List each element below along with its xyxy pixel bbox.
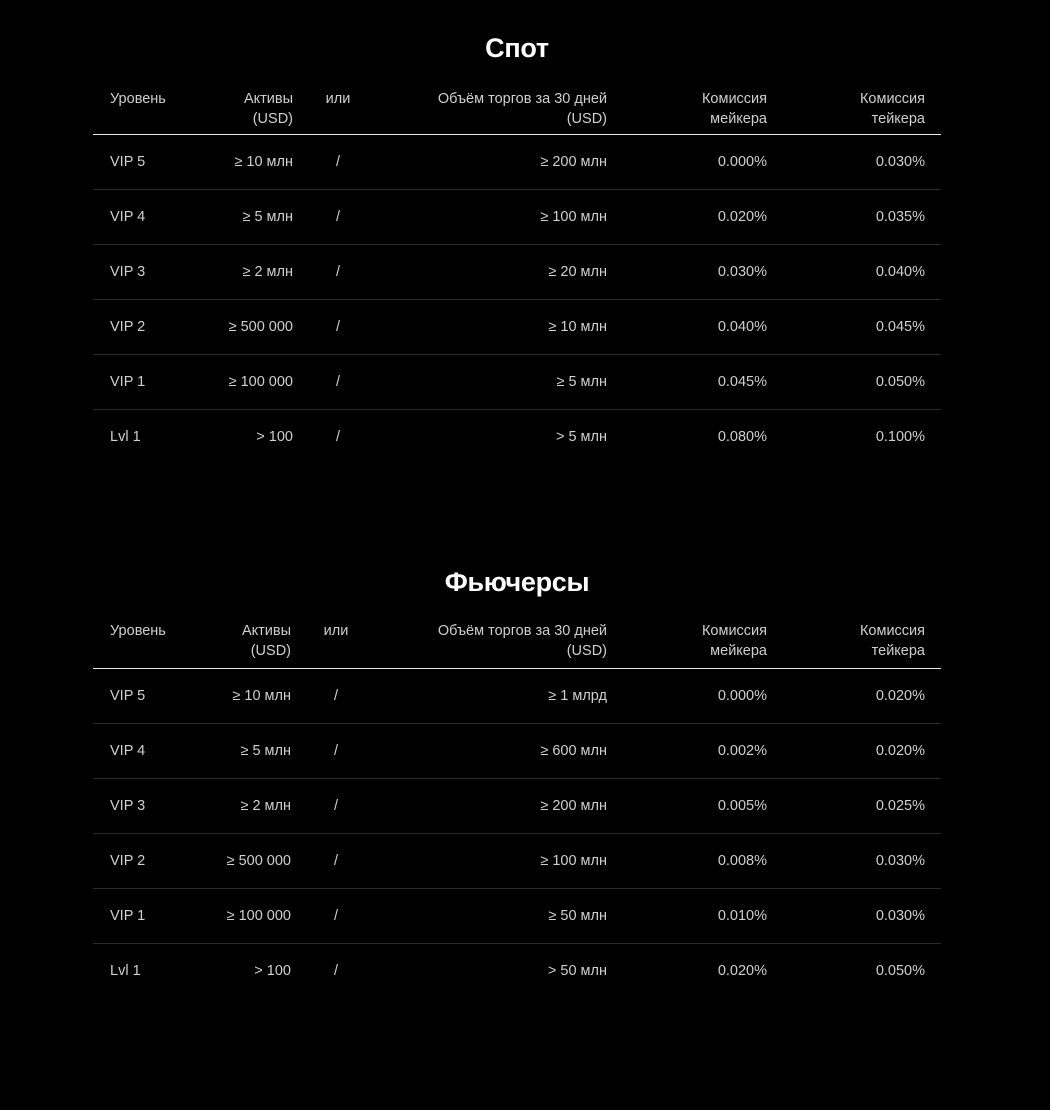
cell-maker-fee: 0.045% <box>717 373 767 390</box>
cell-assets: ≥ 5 млн <box>240 742 291 759</box>
cell-level: VIP 4 <box>110 742 146 759</box>
cell-volume: ≥ 1 млрд <box>548 687 607 704</box>
cell-or: / <box>333 907 339 924</box>
table-row <box>93 189 941 244</box>
cell-assets: ≥ 2 млн <box>242 263 293 280</box>
cell-taker-fee: 0.035% <box>875 208 925 225</box>
cell-maker-fee: 0.010% <box>717 907 767 924</box>
cell-assets: ≥ 5 млн <box>242 208 293 225</box>
header-maker-fee: Комиссия мейкера <box>701 91 767 127</box>
cell-or: / <box>335 153 341 170</box>
cell-or: / <box>335 208 341 225</box>
cell-volume: ≥ 200 млн <box>540 153 607 170</box>
futures-section <box>93 532 941 998</box>
cell-maker-fee: 0.005% <box>717 797 767 814</box>
cell-assets: ≥ 500 000 <box>228 318 293 335</box>
cell-taker-fee: 0.020% <box>875 742 925 759</box>
cell-maker-fee: 0.008% <box>717 852 767 869</box>
cell-maker-fee: 0.030% <box>717 263 767 280</box>
table-row <box>93 888 941 943</box>
cell-volume: ≥ 100 млн <box>540 208 607 225</box>
cell-assets: ≥ 10 млн <box>234 153 293 170</box>
cell-or: / <box>333 962 339 979</box>
table-row <box>93 354 941 409</box>
cell-assets: ≥ 100 000 <box>228 373 293 390</box>
cell-volume: ≥ 600 млн <box>540 742 607 759</box>
header-volume: Объём торгов за 30 дней (USD) <box>437 91 607 127</box>
cell-taker-fee: 0.050% <box>875 373 925 390</box>
table-row <box>93 778 941 833</box>
cell-taker-fee: 0.030% <box>875 153 925 170</box>
cell-assets: ≥ 100 000 <box>226 907 291 924</box>
spot-header-row <box>93 66 941 134</box>
cell-volume: > 5 млн <box>555 428 607 445</box>
header-maker-fee: Комиссия мейкера <box>701 623 767 659</box>
cell-or: / <box>333 797 339 814</box>
cell-taker-fee: 0.100% <box>875 428 925 445</box>
cell-maker-fee: 0.000% <box>717 153 767 170</box>
cell-volume: ≥ 5 млн <box>556 373 607 390</box>
cell-volume: ≥ 200 млн <box>540 797 607 814</box>
header-assets: Активы (USD) <box>243 91 293 127</box>
cell-assets: ≥ 10 млн <box>232 687 291 704</box>
header-taker-fee: Комиссия тейкера <box>859 623 925 659</box>
table-row <box>93 244 941 299</box>
cell-level: VIP 1 <box>110 907 146 924</box>
table-row <box>93 833 941 888</box>
cell-volume: > 50 млн <box>547 962 607 979</box>
cell-maker-fee: 0.002% <box>717 742 767 759</box>
cell-or: / <box>335 428 341 445</box>
table-row <box>93 134 941 189</box>
spot-section <box>93 0 941 464</box>
cell-level: Lvl 1 <box>110 962 141 979</box>
header-level: Уровень <box>110 623 166 639</box>
cell-volume: ≥ 100 млн <box>540 852 607 869</box>
futures-title: Фьючерсы <box>444 567 590 597</box>
cell-maker-fee: 0.020% <box>717 962 767 979</box>
table-row <box>93 299 941 354</box>
cell-maker-fee: 0.080% <box>717 428 767 445</box>
header-or: или <box>323 623 349 639</box>
cell-level: VIP 2 <box>110 318 146 335</box>
cell-taker-fee: 0.020% <box>875 687 925 704</box>
cell-assets: > 100 <box>256 428 293 445</box>
table-row <box>93 723 941 778</box>
cell-maker-fee: 0.000% <box>717 687 767 704</box>
header-or: или <box>325 91 351 107</box>
cell-taker-fee: 0.050% <box>875 962 925 979</box>
cell-level: VIP 3 <box>110 263 146 280</box>
cell-level: VIP 3 <box>110 797 146 814</box>
header-volume: Объём торгов за 30 дней (USD) <box>437 623 607 659</box>
cell-level: VIP 2 <box>110 852 146 869</box>
cell-or: / <box>333 742 339 759</box>
cell-maker-fee: 0.040% <box>717 318 767 335</box>
cell-level: VIP 5 <box>110 687 146 704</box>
cell-taker-fee: 0.045% <box>875 318 925 335</box>
cell-taker-fee: 0.025% <box>875 797 925 814</box>
cell-taker-fee: 0.040% <box>875 263 925 280</box>
header-level: Уровень <box>110 91 166 107</box>
cell-taker-fee: 0.030% <box>875 852 925 869</box>
cell-level: VIP 4 <box>110 208 146 225</box>
table-row <box>93 943 941 998</box>
cell-assets: ≥ 500 000 <box>226 852 291 869</box>
cell-taker-fee: 0.030% <box>875 907 925 924</box>
header-taker-fee: Комиссия тейкера <box>859 91 925 127</box>
cell-or: / <box>335 318 341 335</box>
header-assets: Активы (USD) <box>241 623 291 659</box>
cell-level: Lvl 1 <box>110 428 141 445</box>
futures-header-row <box>93 600 941 668</box>
cell-volume: ≥ 20 млн <box>548 263 607 280</box>
cell-volume: ≥ 50 млн <box>548 907 607 924</box>
cell-or: / <box>335 263 341 280</box>
spot-fee-table <box>93 66 941 464</box>
cell-or: / <box>335 373 341 390</box>
cell-assets: ≥ 2 млн <box>240 797 291 814</box>
cell-level: VIP 5 <box>110 153 146 170</box>
cell-or: / <box>333 852 339 869</box>
spot-title: Спот <box>485 33 549 63</box>
cell-or: / <box>333 687 339 704</box>
cell-level: VIP 1 <box>110 373 146 390</box>
table-row <box>93 668 941 723</box>
cell-maker-fee: 0.020% <box>717 208 767 225</box>
cell-assets: > 100 <box>254 962 291 979</box>
futures-fee-table <box>93 600 941 998</box>
cell-volume: ≥ 10 млн <box>548 318 607 335</box>
table-row <box>93 409 941 464</box>
